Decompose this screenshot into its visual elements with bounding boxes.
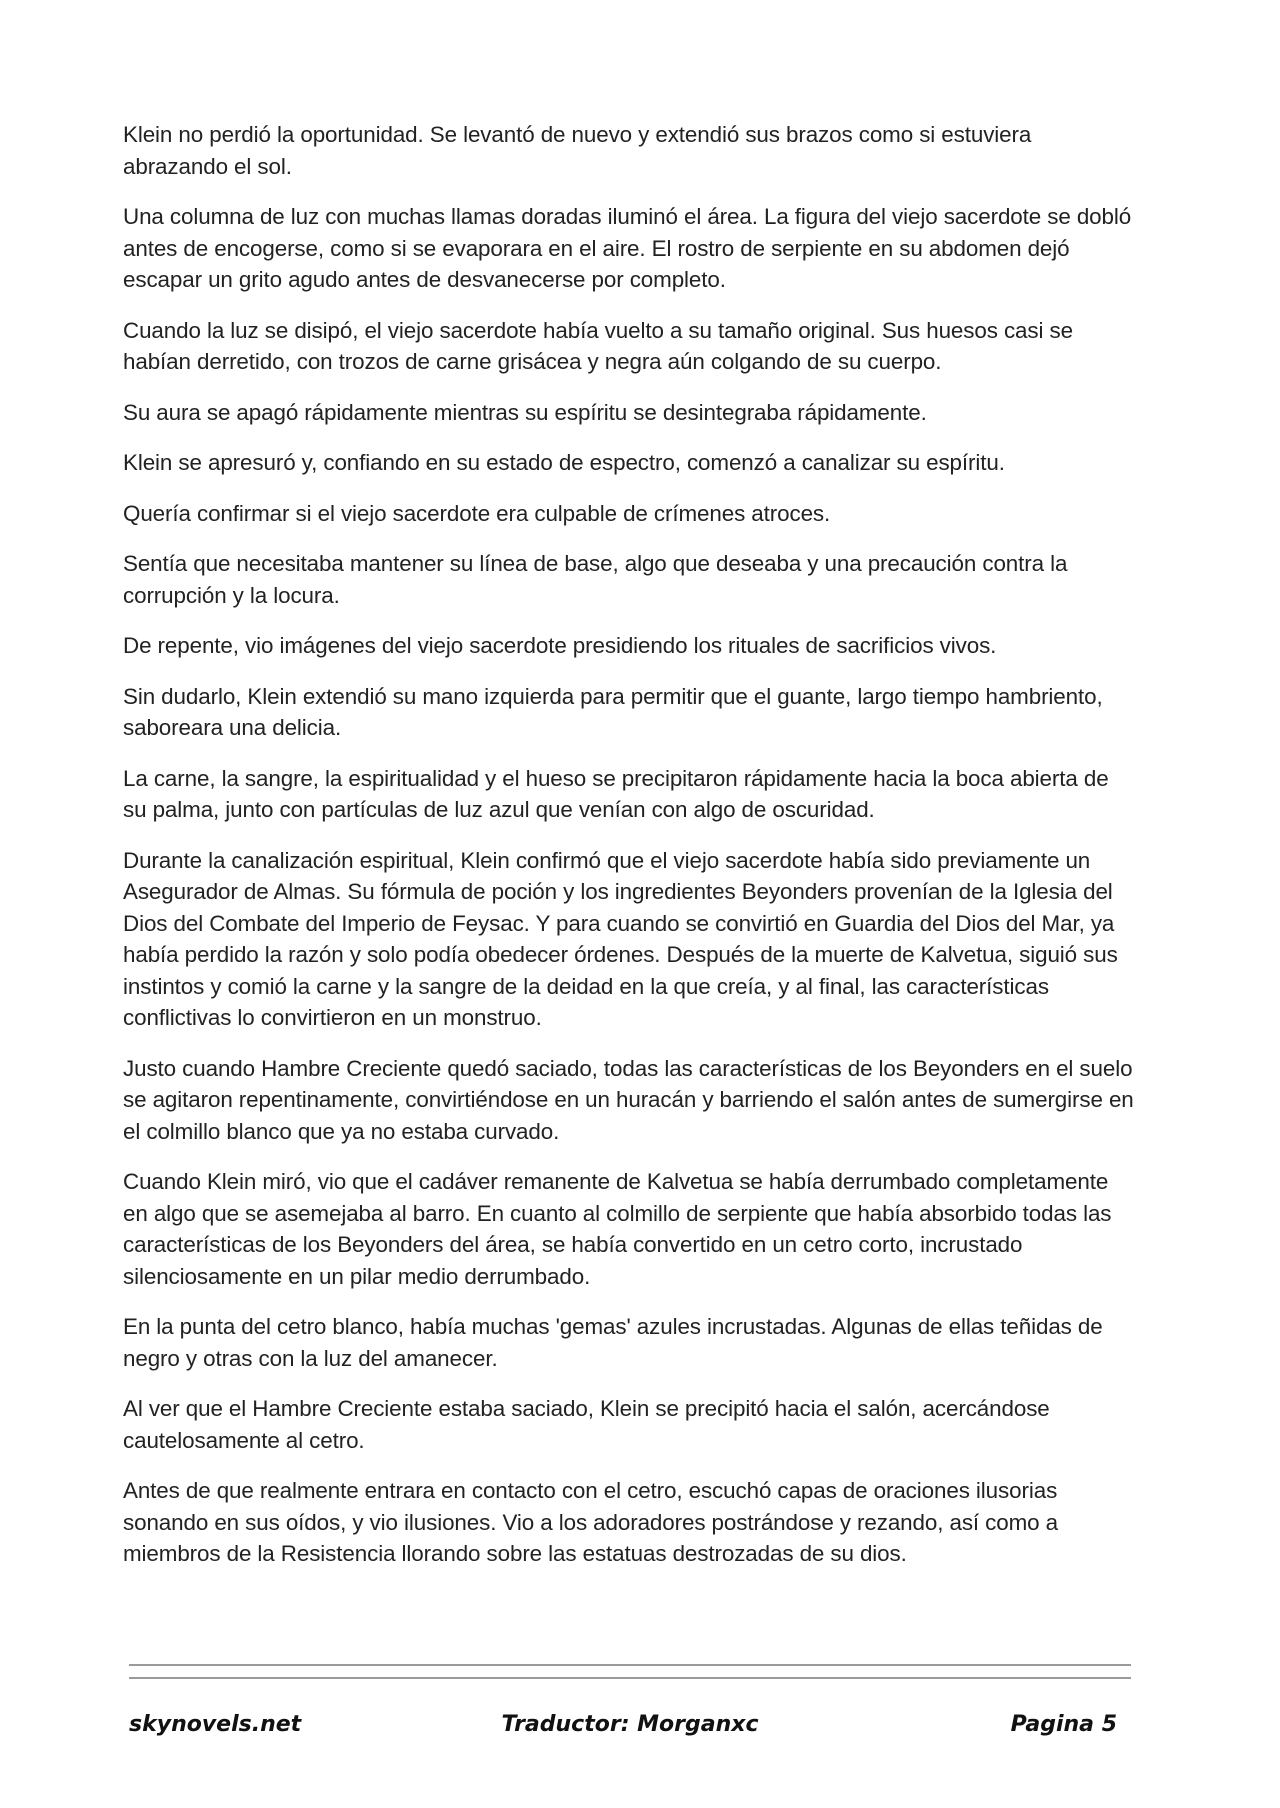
footer-page-number: Pagina 5 xyxy=(1010,1712,1117,1737)
paragraph: Durante la canalización espiritual, Klein confirmó que el viejo sacerdote había sido previamente un Asegurador de Almas. Su fórmula de poción y los ingredientes Beyonders provenían de la Iglesia del Dios del Combate del Imperio de Feysac. Y para cuando se convirtió en Guardia del Dios del Mar, ya había perdido la razón y solo podía obedecer órdenes. Después de la muerte de Kalvetua, siguió sus instintos y comió la carne y la sangre de la deidad en la que creía, y al final, las características conflictivas lo convirtieron en un monstruo. xyxy=(123,847,1118,1030)
paragraph: Sentía que necesitaba mantener su línea de base, algo que deseaba y una precaución contra la corrupción y la locura. xyxy=(123,551,1068,608)
paragraph: Su aura se apagó rápidamente mientras su espíritu se desintegraba rápidamente. xyxy=(123,399,927,425)
paragraph: Al ver que el Hambre Creciente estaba saciado, Klein se precipitó hacia el salón, acercándose cautelosamente al cetro. xyxy=(123,1396,1050,1453)
paragraph: Sin dudarlo, Klein extendió su mano izquierda para permitir que el guante, largo tiempo hambriento, saboreara una delicia. xyxy=(123,683,1103,740)
footer-site: skynovels.net xyxy=(129,1712,302,1737)
paragraph: Justo cuando Hambre Creciente quedó saciado, todas las características de los Beyonders en el suelo se agitaron repentinamente, convirtiéndose en un huracán y barriendo el salón antes de sumergirse en el colmillo blanco que ya no estaba curvado. xyxy=(123,1055,1134,1144)
page-body xyxy=(123,119,1137,1589)
footer-rule-top xyxy=(129,1664,1131,1666)
page-footer xyxy=(129,1712,1131,1746)
paragraph: Antes de que realmente entrara en contacto con el cetro, escuchó capas de oraciones ilusorias sonando en sus oídos, y vio ilusiones. Vio a los adoradores postrándose y rezando, así como a miembros de la Resistencia llorando sobre las estatuas destrozadas de su dios. xyxy=(123,1478,1058,1566)
paragraph: En la punta del cetro blanco, había muchas 'gemas' azules incrustadas. Algunas de ellas teñidas de negro y otras con la luz del amanecer. xyxy=(123,1314,1103,1371)
paragraph: Cuando Klein miró, vio que el cadáver remanente de Kalvetua se había derrumbado completamente en algo que se asemejaba al barro. En cuanto al colmillo de serpiente que había absorbido todas las características de los Beyonders del área, se había convertido en un cetro corto, incrustado silenciosamente en un pilar medio derrumbado. xyxy=(123,1169,1112,1289)
paragraph: Cuando la luz se disipó, el viejo sacerdote había vuelto a su tamaño original. Sus huesos casi se habían derretido, con trozos de carne grisácea y negra aún colgando de su cuerpo. xyxy=(123,317,1073,374)
paragraph: Klein no perdió la oportunidad. Se levantó de nuevo y extendió sus brazos como si estuviera abrazando el sol. xyxy=(123,122,1032,179)
footer-rule-bottom xyxy=(129,1677,1131,1679)
paragraph: Quería confirmar si el viejo sacerdote era culpable de crímenes atroces. xyxy=(123,500,831,526)
paragraph: Una columna de luz con muchas llamas doradas iluminó el área. La figura del viejo sacerdote se dobló antes de encogerse, como si se evaporara en el aire. El rostro de serpiente en su abdomen dejó escapar un grito agudo antes de desvanecerse por completo. xyxy=(123,204,1132,292)
paragraph: Klein se apresuró y, confiando en su estado de espectro, comenzó a canalizar su espíritu. xyxy=(123,450,1005,475)
footer-divider xyxy=(129,1664,1131,1679)
footer-translator: Traductor: Morganxc xyxy=(501,1712,759,1737)
paragraph: De repente, vio imágenes del viejo sacerdote presidiendo los rituales de sacrificios vivos. xyxy=(123,633,997,658)
paragraph: La carne, la sangre, la espiritualidad y el hueso se precipitaron rápidamente hacia la boca abierta de su palma, junto con partículas de luz azul que venían con algo de oscuridad. xyxy=(123,765,1109,822)
